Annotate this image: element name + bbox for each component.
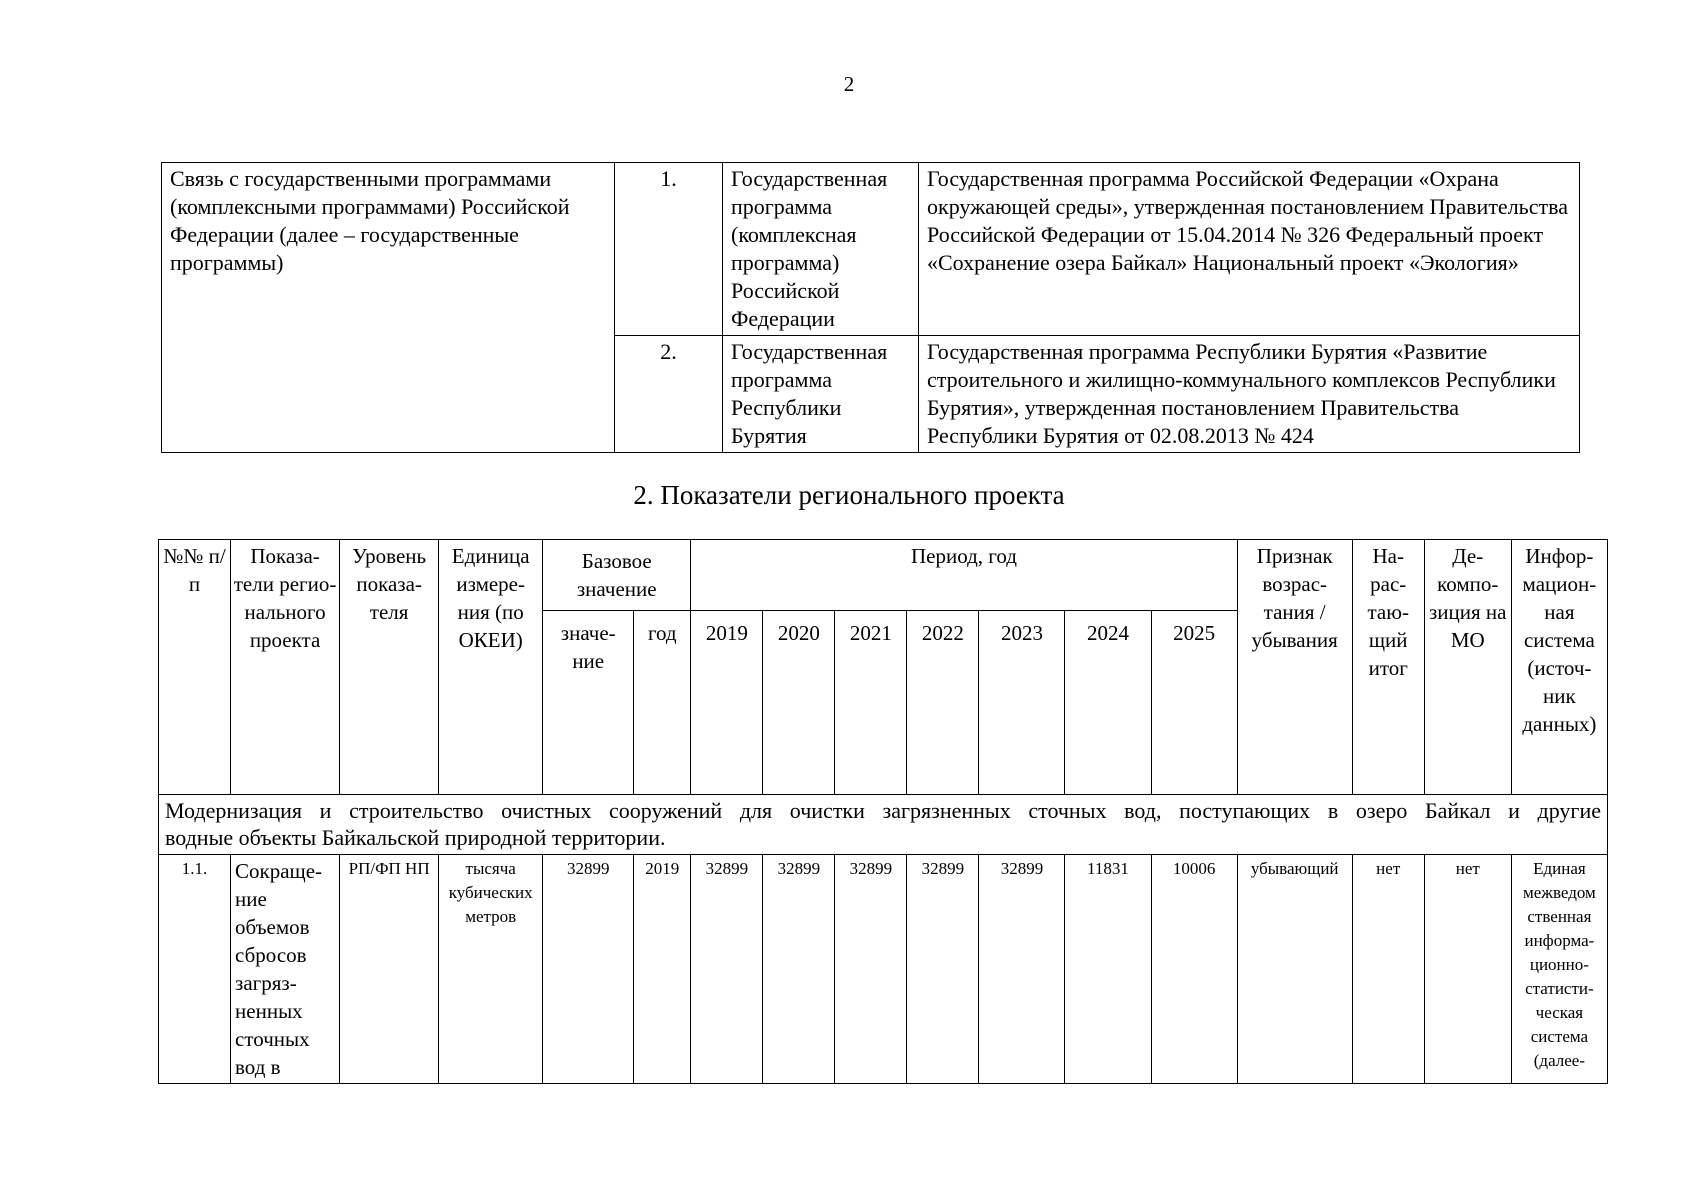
row-num: 1.1. (159, 855, 231, 1084)
program-description: Государственная программа Республики Бурятия «Развитие строительного и жилищно-коммунального комплексов Республики Бурятия», утвержденная постановлением Правительства Республики Бурятия от 02.08.2013 № 424 (919, 336, 1580, 453)
table-row (159, 855, 1608, 1084)
page-number: 2 (843, 72, 855, 96)
row-trend: убывающий (1237, 855, 1352, 1084)
program-description: Государственная программа Российской Федерации «Охрана окружающей среды», утвержденная постановлением Правительства Российской Федерации от 15.04.2014 № 326 Федеральный проект «Сохранение озера Байкал» Национальный проект «Экология» (919, 163, 1580, 336)
row-info-system: Единая межведом ственная информа-ционно-статисти-ческая система (далее- (1511, 855, 1607, 1084)
header-period: Период, год (691, 540, 1237, 611)
header-year: 2021 (835, 611, 907, 795)
row-base-year: 2019 (634, 855, 691, 1084)
program-number: 1. (615, 163, 723, 336)
program-row (162, 163, 1580, 336)
header-base-year: год (634, 611, 691, 795)
indicators-table (158, 539, 1608, 1084)
header-num: №№ п/п (159, 540, 231, 795)
group-row (159, 795, 1608, 855)
header-year: 2025 (1151, 611, 1237, 795)
state-programs-table (161, 162, 1580, 453)
header-unit: Единица измере-ния (по ОКЕИ) (439, 540, 543, 795)
group-title (159, 795, 1608, 855)
row-value: 32899 (691, 855, 763, 1084)
header-trend: Признак возрас-тания /убывания (1237, 540, 1352, 795)
header-row (159, 540, 1608, 611)
program-type: Государственная программа (комплексная программа) Российской Федерации (723, 163, 919, 336)
header-year: 2020 (763, 611, 835, 795)
header-year: 2023 (979, 611, 1065, 795)
header-base: Базовое значение (543, 540, 691, 611)
programs-label: Связь с государственными программами (комплексными программами) Российской Федерации (далее – государственные программы) (162, 163, 615, 453)
row-decomposition: нет (1424, 855, 1511, 1084)
header-year: 2024 (1065, 611, 1151, 795)
row-name: Сокраще-ние объемов сбросов загряз-ненных сточных вод в (231, 855, 340, 1084)
row-value: 32899 (763, 855, 835, 1084)
row-level: РП/ФП НП (340, 855, 439, 1084)
row-value: 11831 (1065, 855, 1151, 1084)
header-base-value: значе-ние (543, 611, 634, 795)
program-number: 2. (615, 336, 723, 453)
header-year: 2022 (907, 611, 979, 795)
row-unit: тысяча кубических метров (439, 855, 543, 1084)
row-value: 10006 (1151, 855, 1237, 1084)
header-name: Показа-тели регио-нального проекта (231, 540, 340, 795)
row-value: 32899 (835, 855, 907, 1084)
group-title-line: водные объекты Байкальской природной территории. (165, 825, 666, 850)
program-type: Государственная программа Республики Бурятия (723, 336, 919, 453)
row-value: 32899 (979, 855, 1065, 1084)
header-cumulative: На-рас-таю-щий итог (1352, 540, 1424, 795)
row-base-value: 32899 (543, 855, 634, 1084)
section-title: 2. Показатели регионального проекта (633, 480, 1065, 510)
row-value: 32899 (907, 855, 979, 1084)
header-level: Уровень показа-теля (340, 540, 439, 795)
group-title-line: Модернизация и строительство очистных сооружений для очистки загрязненных сточных вод, поступающих в озеро Байкал и другие (165, 798, 1601, 823)
header-info-system: Инфор-мацион-ная система (источ-ник данных) (1511, 540, 1607, 795)
row-cumulative: нет (1352, 855, 1424, 1084)
header-year: 2019 (691, 611, 763, 795)
header-decomposition: Де-компо-зиция на МО (1424, 540, 1511, 795)
